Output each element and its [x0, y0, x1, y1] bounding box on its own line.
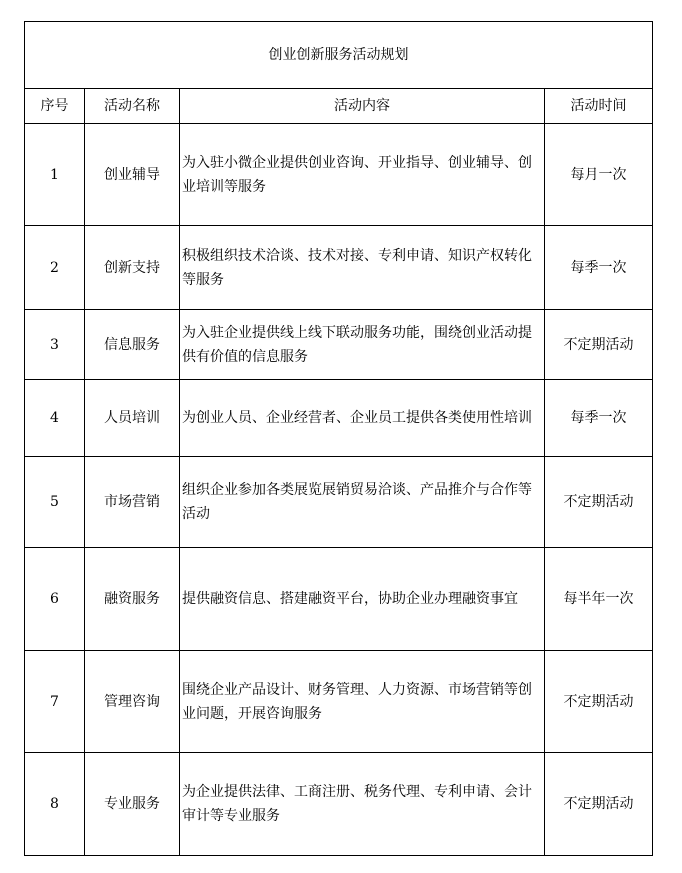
table-title: 创业创新服务活动规划: [25, 22, 653, 89]
row-name: 融资服务: [85, 548, 180, 651]
row-time: 不定期活动: [545, 457, 653, 548]
table-row: [25, 226, 653, 310]
row-content: 组织企业参加各类展览展销贸易洽谈、产品推介与合作等活动: [180, 457, 545, 548]
table-row: [25, 124, 653, 226]
table-row: [25, 753, 653, 856]
row-no: 4: [25, 380, 85, 457]
row-name: 创业辅导: [85, 124, 180, 226]
row-name: 专业服务: [85, 753, 180, 856]
row-name: 管理咨询: [85, 651, 180, 753]
header-no: 序号: [25, 89, 85, 124]
row-no: 6: [25, 548, 85, 651]
row-content: 积极组织技术洽谈、技术对接、专利申请、知识产权转化等服务: [180, 226, 545, 310]
row-no: 8: [25, 753, 85, 856]
row-time: 不定期活动: [545, 651, 653, 753]
table-row: [25, 457, 653, 548]
row-content: 为企业提供法律、工商注册、税务代理、专利申请、会计审计等专业服务: [180, 753, 545, 856]
row-time: 每季一次: [545, 380, 653, 457]
row-no: 3: [25, 310, 85, 380]
row-no: 5: [25, 457, 85, 548]
row-content: 提供融资信息、搭建融资平台，协助企业办理融资事宜: [180, 548, 545, 651]
row-content: 为创业人员、企业经营者、企业员工提供各类使用性培训: [180, 380, 545, 457]
table-row: [25, 380, 653, 457]
row-time: 不定期活动: [545, 310, 653, 380]
table-row: [25, 548, 653, 651]
row-name: 市场营销: [85, 457, 180, 548]
activity-plan-table: [24, 21, 653, 856]
row-no: 1: [25, 124, 85, 226]
row-no: 7: [25, 651, 85, 753]
header-content: 活动内容: [180, 89, 545, 124]
row-time: 每半年一次: [545, 548, 653, 651]
row-time: 每季一次: [545, 226, 653, 310]
row-time: 不定期活动: [545, 753, 653, 856]
table-row: [25, 651, 653, 753]
row-content: 为入驻企业提供线上线下联动服务功能，围绕创业活动提供有价值的信息服务: [180, 310, 545, 380]
header-name: 活动名称: [85, 89, 180, 124]
table-row: [25, 310, 653, 380]
header-time: 活动时间: [545, 89, 653, 124]
row-no: 2: [25, 226, 85, 310]
row-content: 为入驻小微企业提供创业咨询、开业指导、创业辅导、创业培训等服务: [180, 124, 545, 226]
row-name: 人员培训: [85, 380, 180, 457]
row-name: 创新支持: [85, 226, 180, 310]
row-time: 每月一次: [545, 124, 653, 226]
row-content: 围绕企业产品设计、财务管理、人力资源、市场营销等创业问题，开展咨询服务: [180, 651, 545, 753]
row-name: 信息服务: [85, 310, 180, 380]
